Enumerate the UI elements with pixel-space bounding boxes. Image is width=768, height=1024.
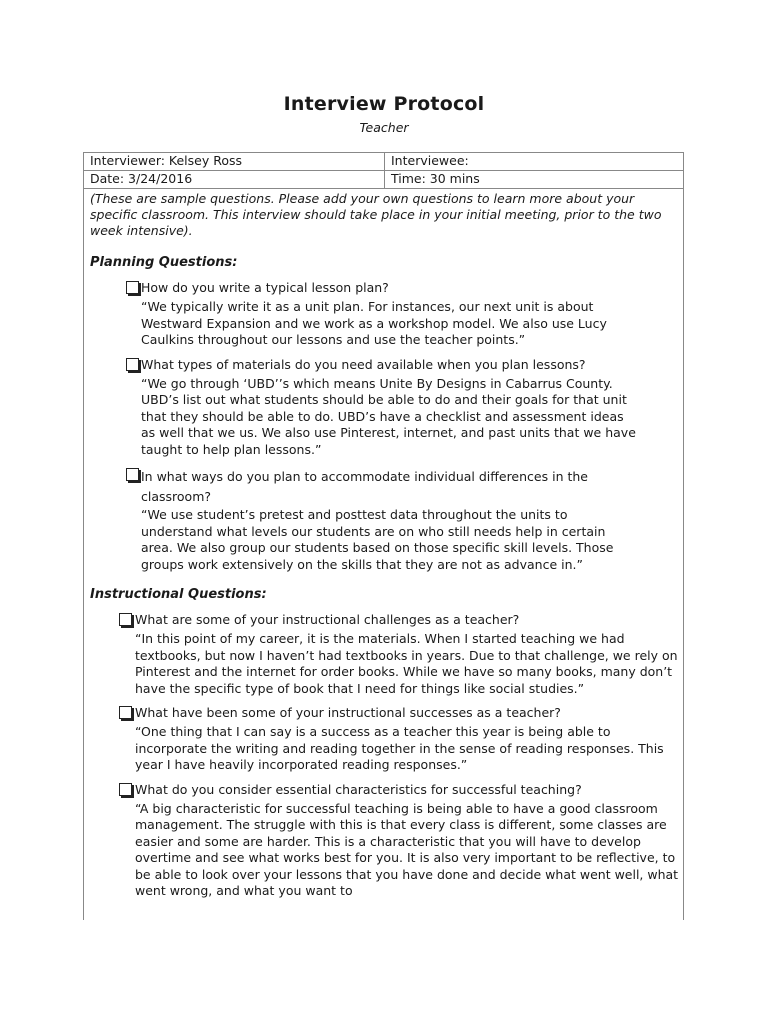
checkbox-icon[interactable] — [119, 706, 132, 719]
time-cell: Time: 30 mins — [391, 171, 480, 186]
planning-answer-3: “We use student’s pretest and posttest data throughout the units to understand what levels our students are on who still needs help in certain area. We also group our students based on those specific skill levels. Those groups work extensively on the skills that they are not as advance in.” — [141, 507, 614, 572]
instructional-heading: Instructional Questions: — [90, 587, 267, 602]
checkbox-icon[interactable] — [119, 783, 132, 796]
checkbox-icon[interactable] — [126, 358, 139, 371]
question-text: How do you write a typical lesson plan? — [141, 280, 389, 295]
question-text: What have been some of your instructional successes as a teacher? — [135, 705, 561, 720]
instructional-answer-1: “In this point of my career, it is the materials. When I started teaching we had textbooks, but now I haven’t had textbooks in years. Due to that challenge, we rely on Pinterest and the internet for order books. While we have so many books, many don’t have the specific type of book that I need for things like social studies.” — [135, 631, 678, 696]
question-text: What do you consider essential characteristics for successful teaching? — [135, 781, 582, 797]
interviewer-cell: Interviewer: Kelsey Ross — [84, 153, 385, 170]
question-text: What are some of your instructional challenges as a teacher? — [135, 612, 520, 627]
date-cell: Date: 3/24/2016 — [84, 171, 385, 188]
instructional-question-2 — [90, 705, 677, 721]
planning-answer-2: “We go through ‘UBD’’s which means Unite By Designs in Cabarrus County. UBD’s list out what students should be able to do and their goals for that unit that they should be able to do. UBD’s have a checklist and assessment ideas as well that we us. We also use Pinterest, internet, and past units that we have taught to help plan lessons.” — [141, 375, 636, 457]
planning-question-3 — [90, 467, 591, 507]
document-subtitle: Teacher — [359, 120, 409, 135]
info-row-1 — [84, 153, 683, 171]
planning-heading: Planning Questions: — [90, 255, 238, 270]
planning-question-2 — [90, 357, 677, 373]
instructions-note: (These are sample questions. Please add your own questions to learn more about your specific classroom. This interview should take place in your initial meeting, prior to the two week intensive). — [90, 191, 662, 238]
planning-question-1 — [90, 280, 677, 296]
planning-answer-1: “We typically write it as a unit plan. For instances, our next unit is about Westward Expansion and we work as a workshop model. We also use Lucy Caulkins throughout our lessons and use the teacher points.” — [141, 299, 607, 347]
checkbox-icon[interactable] — [126, 468, 139, 481]
interviewee-cell: Interviewee: — [391, 153, 469, 168]
instructional-question-3 — [90, 782, 677, 798]
question-text: What types of materials do you need available when you plan lessons? — [141, 356, 586, 372]
questions-body — [84, 189, 683, 900]
instructional-answer-2: “One thing that I can say is a success as a teacher this year is being able to incorporate the writing and reading together in the sense of reading responses. This year I have heavily incorporated reading responses.” — [135, 724, 664, 772]
checkbox-icon[interactable] — [119, 613, 132, 626]
document-title: Interview Protocol — [283, 93, 485, 115]
checkbox-icon[interactable] — [126, 281, 139, 294]
instructional-answer-3: “A big characteristic for successful teaching is being able to have a good classroom management. The struggle with this is that every class is different, some classes are easier and some are harder. This is a characteristic that you will have to develop overtime and see what works best for you. It is also very important to be reflective, to be able to look over your lessons that you have done and decide what went well, what went wrong, and what you want to — [135, 800, 679, 898]
protocol-table — [83, 152, 684, 920]
question-text: In what ways do you plan to accommodate individual differences in the classroom? — [141, 469, 588, 504]
instructional-question-1 — [90, 612, 677, 628]
info-row-2 — [84, 171, 683, 189]
